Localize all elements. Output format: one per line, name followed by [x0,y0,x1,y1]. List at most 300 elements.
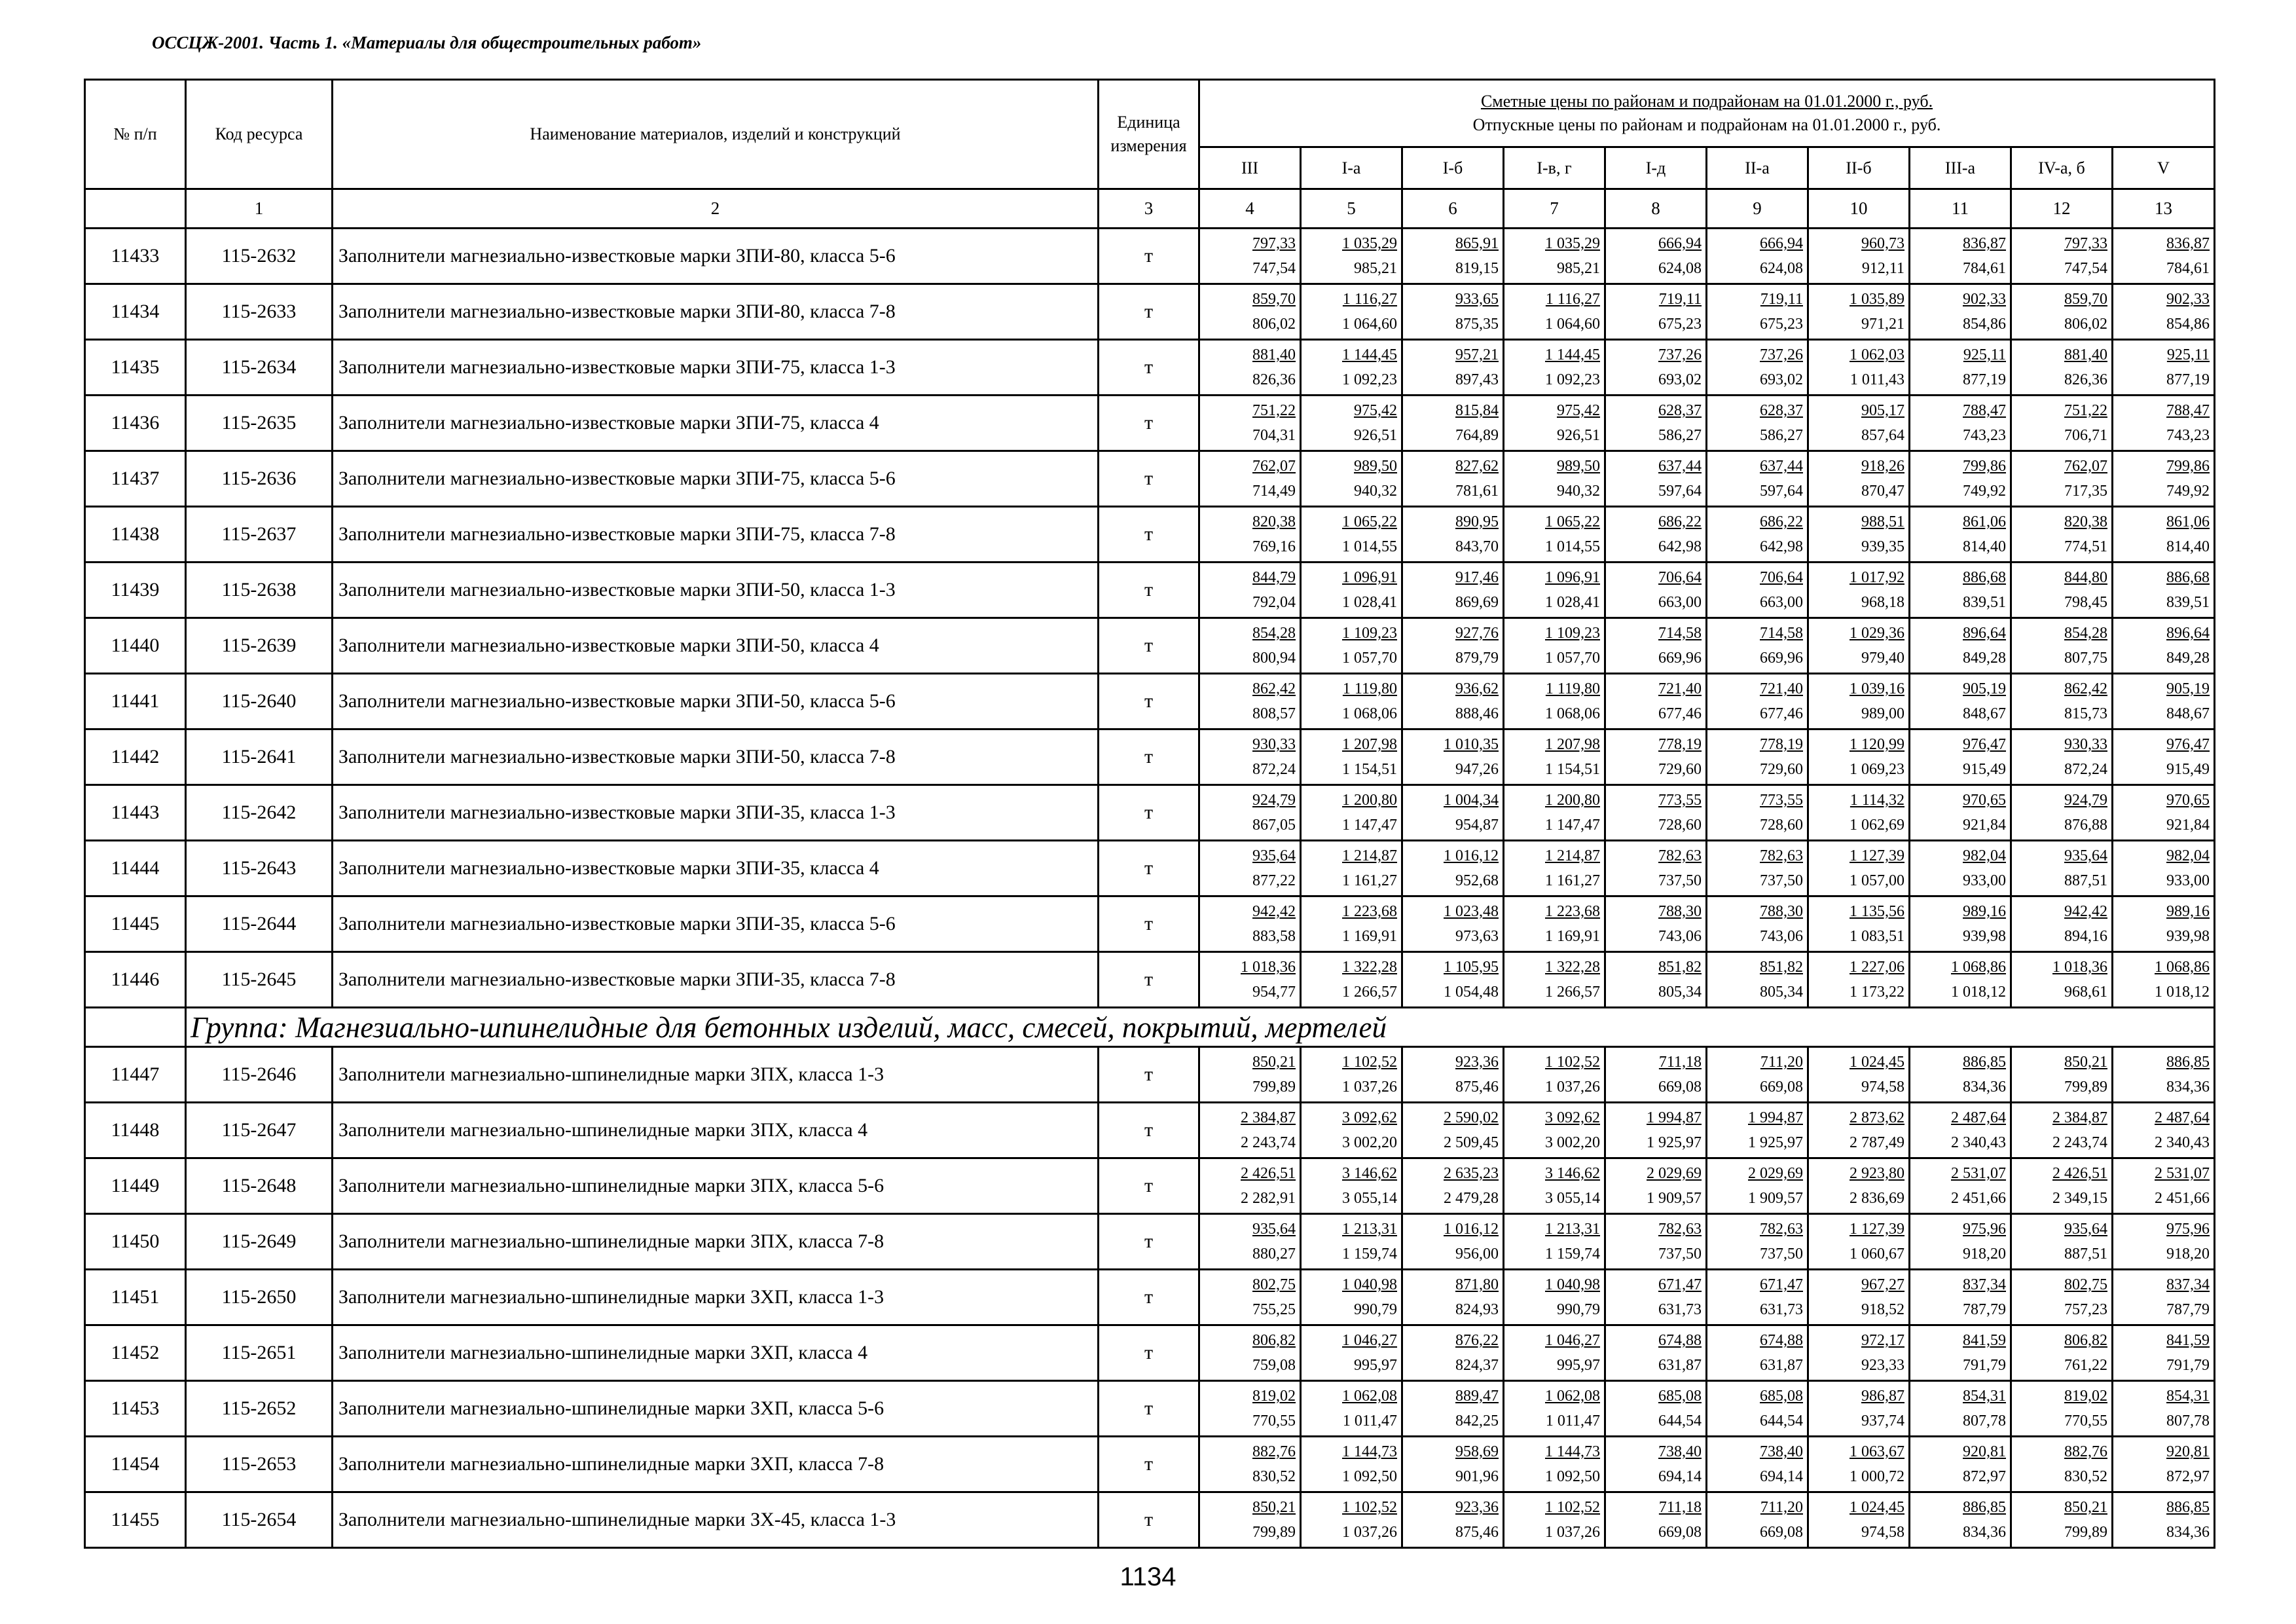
price-cell [1301,674,1402,729]
price-cell [2113,1325,2215,1381]
estimated-price: 737,26 [1760,346,1803,363]
price-cell [1504,1437,1605,1492]
price-cell [1707,896,1808,952]
release-price: 805,34 [1760,984,1803,1001]
estimated-price: 889,47 [1455,1388,1499,1405]
price-cell [1605,396,1707,451]
table-row [85,1381,2215,1437]
release-price: 918,52 [1861,1301,1904,1318]
estimated-price: 958,69 [1455,1443,1499,1460]
price-cell [1808,729,1910,785]
estimated-price: 1 062,08 [1545,1388,1600,1405]
release-price: 3 002,20 [1545,1134,1600,1151]
release-price: 877,19 [2166,371,2210,388]
estimated-price: 925,11 [2166,346,2210,363]
estimated-price: 942,42 [1252,903,1296,920]
estimated-price: 721,40 [1760,680,1803,697]
price-cell [1402,1103,1504,1158]
release-price: 669,08 [1658,1524,1702,1541]
unit-cell: т [1099,1325,1199,1381]
estimated-price: 1 040,98 [1342,1276,1397,1293]
price-cell [1301,1047,1402,1103]
price-cell [1301,1325,1402,1381]
estimated-price: 2 635,23 [1444,1165,1499,1182]
prices-header-release: Отпускные цены по районам и подрайонам на 01.01.2000 г., руб. [1472,115,1941,134]
release-price: 1 169,91 [1545,928,1600,945]
estimated-price: 788,30 [1658,903,1702,920]
estimated-price: 1 207,98 [1342,736,1397,753]
release-price: 2 282,91 [1241,1190,1296,1207]
material-name: Заполнители магнезиально-известковые марки ЗПИ-75, класса 1-3 [333,340,1099,396]
release-price: 974,58 [1861,1524,1904,1541]
estimated-price: 1 017,92 [1850,569,1904,586]
price-cell [2011,841,2113,896]
estimated-price: 2 590,02 [1444,1109,1499,1126]
release-price: 755,25 [1252,1301,1296,1318]
material-name: Заполнители магнезиально-известковые марки ЗПИ-50, класса 7-8 [333,729,1099,785]
release-price: 1 018,12 [2155,984,2210,1001]
estimated-price: 850,21 [2064,1499,2107,1516]
row-number: 11449 [85,1158,186,1214]
price-cell [1301,451,1402,507]
resource-code: 115-2643 [186,841,333,896]
release-price: 743,06 [1658,928,1702,945]
resource-code: 115-2652 [186,1381,333,1437]
price-cell [1301,785,1402,841]
estimated-price: 886,68 [1963,569,2006,586]
estimated-price: 1 994,87 [1647,1109,1702,1126]
region-header: I-д [1605,147,1707,189]
release-price: 800,94 [1252,650,1296,667]
estimated-price: 976,47 [1963,736,2006,753]
estimated-price: 1 213,31 [1342,1221,1397,1238]
estimated-price: 782,63 [1760,847,1803,864]
col-unit-header: Единица измерения [1099,80,1199,189]
release-price: 631,87 [1760,1357,1803,1374]
release-price: 915,49 [1963,761,2006,778]
estimated-price: 1 040,98 [1545,1276,1600,1293]
price-cell [1910,1047,2011,1103]
estimated-price: 719,11 [1658,291,1702,308]
estimated-price: 1 109,23 [1545,625,1600,642]
release-price: 921,84 [2166,817,2210,834]
release-price: 880,27 [1252,1246,1296,1263]
release-price: 2 340,43 [1951,1134,2006,1151]
release-price: 830,52 [1252,1468,1296,1485]
row-number: 11442 [85,729,186,785]
price-cell [1910,1325,2011,1381]
price-cell [1808,1270,1910,1325]
release-price: 704,31 [1252,427,1296,444]
column-number: 12 [2011,189,2113,229]
price-cell [1301,729,1402,785]
estimated-price: 1 046,27 [1342,1332,1397,1349]
price-cell [1605,952,1707,1008]
material-name: Заполнители магнезиально-известковые марки ЗПИ-35, класса 1-3 [333,785,1099,841]
price-cell [1707,1437,1808,1492]
estimated-price: 1 200,80 [1342,792,1397,809]
price-cell [1504,229,1605,284]
release-price: 799,89 [2064,1524,2107,1541]
price-cell [1808,618,1910,674]
price-cell [1808,451,1910,507]
release-price: 867,05 [1252,817,1296,834]
release-price: 973,63 [1455,928,1499,945]
release-price: 1 266,57 [1342,984,1397,1001]
price-cell [1808,229,1910,284]
estimated-price: 886,68 [2166,569,2210,586]
price-cell [1605,1270,1707,1325]
table-row [85,1103,2215,1158]
release-price: 883,58 [1252,928,1296,945]
estimated-price: 970,65 [1963,792,2006,809]
price-cell [1301,284,1402,340]
release-price: 1 057,70 [1545,650,1600,667]
price-cell [2113,785,2215,841]
price-cell [2011,229,2113,284]
estimated-price: 1 119,80 [1342,680,1397,697]
estimated-price: 935,64 [1252,847,1296,864]
price-cell [2113,841,2215,896]
estimated-price: 882,76 [2064,1443,2107,1460]
release-price: 877,19 [1963,371,2006,388]
release-price: 985,21 [1557,260,1600,277]
price-cell [1199,618,1301,674]
region-header: III-а [1910,147,2011,189]
table-row [85,618,2215,674]
price-cell [2113,1158,2215,1214]
release-price: 631,87 [1658,1357,1702,1374]
table-row [85,563,2215,618]
price-cell [1402,507,1504,563]
estimated-price: 1 114,32 [1850,792,1904,809]
price-cell [1605,284,1707,340]
price-cell [1504,1325,1605,1381]
release-price: 990,79 [1354,1301,1397,1318]
estimated-price: 1 018,36 [1241,959,1296,976]
estimated-price: 924,79 [2064,792,2107,809]
price-cell [1808,1325,1910,1381]
estimated-price: 1 144,45 [1342,346,1397,363]
release-price: 952,68 [1455,872,1499,889]
price-cell [1605,785,1707,841]
release-price: 677,46 [1760,705,1803,722]
price-cell [2011,785,2113,841]
column-number: 9 [1707,189,1808,229]
release-price: 872,24 [2064,761,2107,778]
release-price: 2 243,74 [1241,1134,1296,1151]
row-number: 11443 [85,785,186,841]
resource-code: 115-2654 [186,1492,333,1548]
estimated-price: 1 322,28 [1545,959,1600,976]
estimated-price: 711,18 [1658,1499,1702,1516]
estimated-price: 930,33 [2064,736,2107,753]
release-price: 807,75 [2064,650,2107,667]
price-cell [1605,1047,1707,1103]
price-cell [1199,1270,1301,1325]
unit-cell: т [1099,1492,1199,1548]
group-row [85,1008,2215,1047]
release-price: 887,51 [2064,872,2107,889]
region-header: I-б [1402,147,1504,189]
estimated-price: 1 065,22 [1545,513,1600,530]
price-cell [1605,674,1707,729]
release-price: 798,45 [2064,594,2107,611]
price-cell [1199,674,1301,729]
price-cell [1808,1437,1910,1492]
release-price: 979,40 [1861,650,1904,667]
row-number: 11435 [85,340,186,396]
release-price: 872,24 [1252,761,1296,778]
unit-cell: т [1099,284,1199,340]
estimated-price: 1 102,52 [1342,1054,1397,1071]
price-table [84,79,2215,1549]
estimated-price: 797,33 [1252,235,1296,252]
release-price: 897,43 [1455,371,1499,388]
price-cell [1504,507,1605,563]
price-cell [1707,563,1808,618]
price-cell [1910,229,2011,284]
unit-cell: т [1099,841,1199,896]
estimated-price: 957,21 [1455,346,1499,363]
release-price: 737,50 [1760,872,1803,889]
price-cell [1605,563,1707,618]
estimated-price: 815,84 [1455,402,1499,419]
release-price: 1 018,12 [1951,984,2006,1001]
release-price: 2 451,66 [1951,1190,2006,1207]
estimated-price: 967,27 [1861,1276,1904,1293]
estimated-price: 2 487,64 [2155,1109,2210,1126]
table-row [85,396,2215,451]
release-price: 1 925,97 [1748,1134,1803,1151]
estimated-price: 1 109,23 [1342,625,1397,642]
estimated-price: 1 322,28 [1342,959,1397,976]
release-price: 937,74 [1861,1412,1904,1430]
price-cell [1605,229,1707,284]
release-price: 597,64 [1760,483,1803,500]
price-cell [1605,1437,1707,1492]
release-price: 1 092,23 [1545,371,1600,388]
estimated-price: 3 146,62 [1342,1165,1397,1182]
column-number-blank [85,189,186,229]
estimated-price: 1 062,08 [1342,1388,1397,1405]
release-price: 787,79 [1963,1301,2006,1318]
estimated-price: 960,73 [1861,235,1904,252]
estimated-price: 719,11 [1760,291,1803,308]
estimated-price: 905,19 [2166,680,2210,697]
estimated-price: 1 010,35 [1444,736,1499,753]
estimated-price: 806,82 [1252,1332,1296,1349]
estimated-price: 989,50 [1354,458,1397,475]
estimated-price: 773,55 [1658,792,1702,809]
price-cell [1301,618,1402,674]
release-price: 743,23 [2166,427,2210,444]
release-price: 872,97 [2166,1468,2210,1485]
release-price: 1 069,23 [1850,761,1904,778]
release-price: 2 451,66 [2155,1190,2210,1207]
unit-cell: т [1099,1047,1199,1103]
price-cell [1808,340,1910,396]
price-cell [2011,284,2113,340]
release-price: 887,51 [2064,1246,2107,1263]
price-cell [1910,841,2011,896]
price-cell [1910,785,2011,841]
row-number: 11447 [85,1047,186,1103]
estimated-price: 778,19 [1760,736,1803,753]
estimated-price: 886,85 [2166,1499,2210,1516]
estimated-price: 975,96 [1963,1221,2006,1238]
release-price: 729,60 [1760,761,1803,778]
estimated-price: 637,44 [1760,458,1803,475]
release-price: 806,02 [2064,316,2107,333]
release-price: 842,25 [1455,1412,1499,1430]
unit-cell: т [1099,396,1199,451]
release-price: 806,02 [1252,316,1296,333]
release-price: 770,55 [2064,1412,2107,1430]
release-price: 1 064,60 [1545,316,1600,333]
estimated-price: 1 200,80 [1545,792,1600,809]
price-cell [2113,729,2215,785]
region-header: IV-а, б [2011,147,2113,189]
release-price: 743,23 [1963,427,2006,444]
estimated-price: 988,51 [1861,513,1904,530]
estimated-price: 762,07 [1252,458,1296,475]
price-cell [1504,896,1605,952]
release-price: 675,23 [1760,316,1803,333]
estimated-price: 1 035,29 [1342,235,1397,252]
table-row [85,952,2215,1008]
estimated-price: 850,21 [1252,1054,1296,1071]
price-cell [1910,1437,2011,1492]
estimated-price: 935,64 [2064,847,2107,864]
row-number: 11433 [85,229,186,284]
estimated-price: 2 426,51 [2052,1165,2107,1182]
estimated-price: 920,81 [1963,1443,2006,1460]
release-price: 624,08 [1760,260,1803,277]
material-name: Заполнители магнезиально-известковые марки ЗПИ-80, класса 7-8 [333,284,1099,340]
release-price: 749,92 [2166,483,2210,500]
estimated-price: 1 018,36 [2052,959,2107,976]
release-price: 926,51 [1354,427,1397,444]
release-price: 669,96 [1760,650,1803,667]
release-price: 737,50 [1760,1246,1803,1263]
estimated-price: 930,33 [1252,736,1296,753]
estimated-price: 1 063,67 [1850,1443,1904,1460]
release-price: 843,70 [1455,538,1499,555]
release-price: 1 014,55 [1342,538,1397,555]
estimated-price: 841,59 [1963,1332,2006,1349]
estimated-price: 972,17 [1861,1332,1904,1349]
estimated-price: 989,16 [2166,903,2210,920]
material-name: Заполнители магнезиально-шпинелидные марки ЗХП, класса 1-3 [333,1270,1099,1325]
price-cell [1910,1158,2011,1214]
price-cell [1707,1492,1808,1548]
price-cell [1605,1492,1707,1548]
region-header: I-а [1301,147,1402,189]
estimated-price: 788,47 [1963,402,2006,419]
price-cell [1605,1381,1707,1437]
page-header: ОССЦЖ-2001. Часть 1. «Материалы для общестроительных работ» [152,33,702,52]
release-price: 1 159,74 [1545,1246,1600,1263]
release-price: 747,54 [2064,260,2107,277]
unit-cell: т [1099,1103,1199,1158]
release-price: 1 062,69 [1850,817,1904,834]
unit-cell: т [1099,563,1199,618]
release-price: 1 092,23 [1342,371,1397,388]
column-number: 3 [1099,189,1199,229]
price-cell [1808,1047,1910,1103]
estimated-price: 1 039,16 [1850,680,1904,697]
release-price: 968,18 [1861,594,1904,611]
material-name: Заполнители магнезиально-известковые марки ЗПИ-35, класса 7-8 [333,952,1099,1008]
material-name: Заполнители магнезиально-шпинелидные марки ЗХП, класса 7-8 [333,1437,1099,1492]
price-cell [1808,674,1910,729]
price-cell [2011,1158,2113,1214]
estimated-price: 1 223,68 [1342,903,1397,920]
price-cell [1504,451,1605,507]
release-price: 854,86 [2166,316,2210,333]
estimated-price: 1 035,29 [1545,235,1600,252]
estimated-price: 2 923,80 [1850,1165,1904,1182]
release-price: 1 159,74 [1342,1246,1397,1263]
release-price: 1 909,57 [1748,1190,1803,1207]
unit-cell: т [1099,674,1199,729]
release-price: 857,64 [1861,427,1904,444]
price-cell [1808,507,1910,563]
resource-code: 115-2642 [186,785,333,841]
table-row [85,1437,2215,1492]
price-cell [1199,1437,1301,1492]
estimated-price: 1 144,73 [1545,1443,1600,1460]
price-cell [2113,896,2215,952]
estimated-price: 628,37 [1760,402,1803,419]
region-header: V [2113,147,2215,189]
release-price: 926,51 [1557,427,1600,444]
release-price: 669,08 [1658,1079,1702,1096]
estimated-price: 2 531,07 [1951,1165,2006,1182]
release-price: 834,36 [1963,1079,2006,1096]
price-cell [1199,507,1301,563]
estimated-price: 778,19 [1658,736,1702,753]
release-price: 807,78 [1963,1412,2006,1430]
release-price: 923,33 [1861,1357,1904,1374]
price-cell [1199,284,1301,340]
release-price: 877,22 [1252,872,1296,889]
material-name: Заполнители магнезиально-известковые марки ЗПИ-50, класса 5-6 [333,674,1099,729]
price-cell [1910,451,2011,507]
price-cell [1402,284,1504,340]
release-price: 1 154,51 [1545,761,1600,778]
unit-cell: т [1099,229,1199,284]
release-price: 875,46 [1455,1524,1499,1541]
price-cell [1199,1047,1301,1103]
table-row [85,1214,2215,1270]
price-cell [1707,340,1808,396]
col-num-header: № п/п [85,80,186,189]
price-cell [1504,396,1605,451]
release-price: 849,28 [2166,650,2210,667]
price-cell [1199,451,1301,507]
estimated-price: 714,58 [1760,625,1803,642]
release-price: 642,98 [1658,538,1702,555]
estimated-price: 685,08 [1760,1388,1803,1405]
price-cell [1402,618,1504,674]
price-cell [2113,1381,2215,1437]
estimated-price: 1 102,52 [1545,1054,1600,1071]
release-price: 1 092,50 [1342,1468,1397,1485]
estimated-price: 1 214,87 [1342,847,1397,864]
release-price: 1 147,47 [1342,817,1397,834]
